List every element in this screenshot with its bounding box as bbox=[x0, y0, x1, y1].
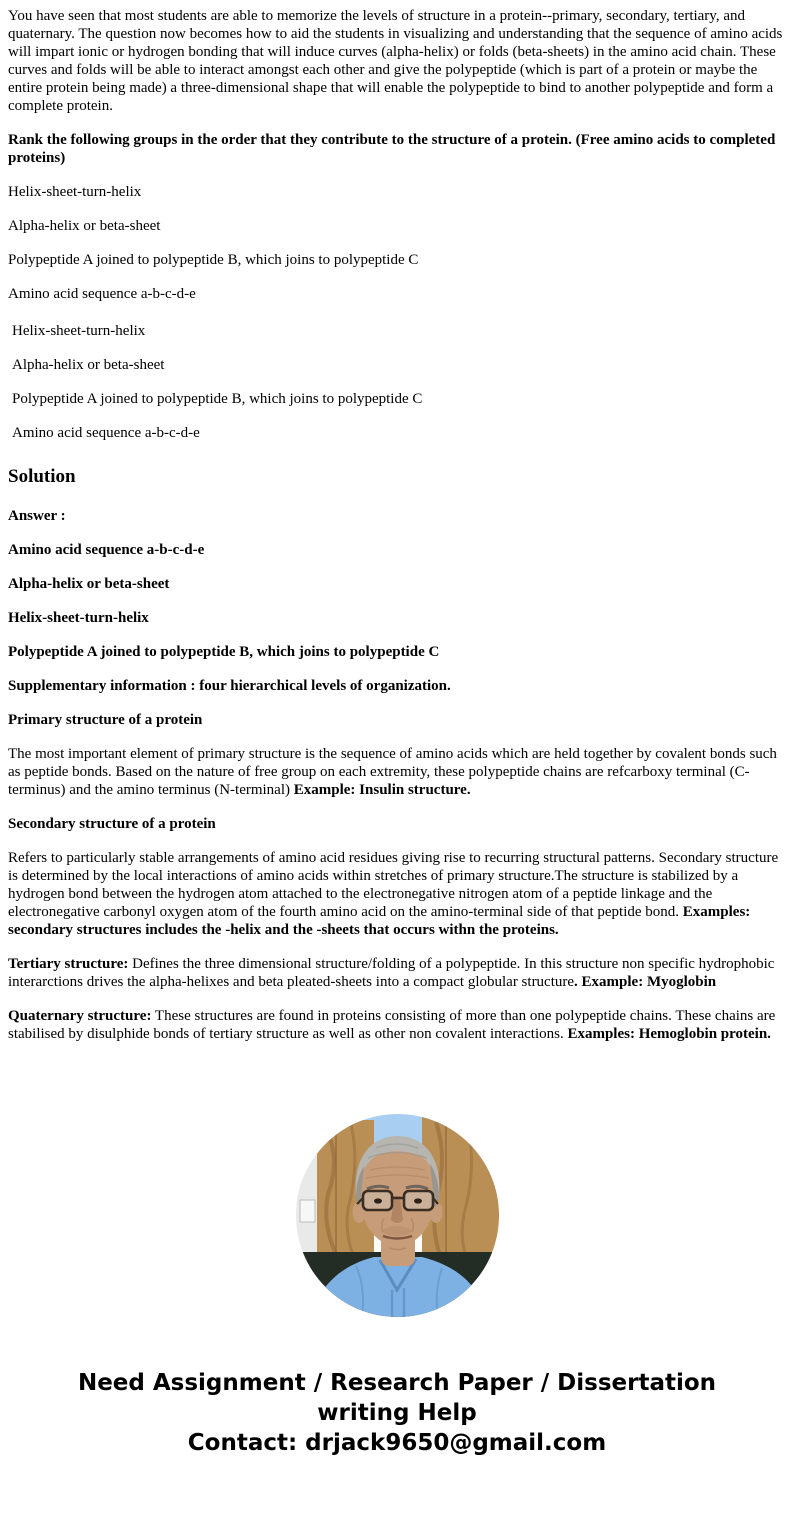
tutor-photo bbox=[296, 1114, 499, 1317]
footer-line-1: Need Assignment / Research Paper / Dissertation bbox=[77, 1369, 717, 1396]
intro-paragraph: You have seen that most students are able to memorize the levels of structure in a protein--primary, secondary, tertiary, and quaternary. The question now becomes how to aid the students in visualizing and understanding that the sequence of amino acids will impart ionic or hydrogen bonding that will induce curves (alpha-helix) or folds (beta-sheets) in the amino acid chain. These curves and folds will be able to interact amongst each other and give the polypeptide (which is part of a protein or maybe the entire protein being made) a three-dimensional shape that will enable the polypeptide to bind to another polypeptide and form a complete protein. bbox=[8, 8, 783, 114]
primary-structure-body: The most important element of primary structure is the sequence of amino acids which are held together by covalent bonds such as peptide bonds. Based on the nature of free group on each extremity, these polypeptide chains are refcarboxy terminal (C-terminus) and the amino terminus (N-terminal) bbox=[8, 745, 777, 798]
option-item-2: Alpha-helix or beta-sheet bbox=[8, 218, 161, 234]
option-repeat-1: Helix-sheet-turn-helix bbox=[12, 323, 146, 339]
answer-item-3: Helix-sheet-turn-helix bbox=[8, 609, 149, 626]
primary-structure-heading: Primary structure of a protein bbox=[8, 711, 203, 728]
answer-item-2: Alpha-helix or beta-sheet bbox=[8, 575, 170, 592]
option-repeat-2: Alpha-helix or beta-sheet bbox=[12, 357, 165, 373]
footer-contact-email: Contact: drjack9650@gmail.com bbox=[187, 1429, 607, 1456]
answer-item-4: Polypeptide A joined to polypeptide B, which joins to polypeptide C bbox=[8, 643, 440, 660]
tertiary-structure-body: Defines the three dimensional structure/folding of a polypeptide. In this structure non specific hydrophobic interarctions drives the alpha-helixes and beta pleated-sheets into a compact globular structure bbox=[8, 955, 775, 990]
secondary-structure-paragraph bbox=[8, 849, 786, 939]
footer-banner bbox=[8, 1368, 786, 1458]
photo-door-frame bbox=[296, 1114, 317, 1276]
secondary-structure-heading: Secondary structure of a protein bbox=[8, 815, 216, 832]
option-repeat-3: Polypeptide A joined to polypeptide B, which joins to polypeptide C bbox=[12, 391, 423, 407]
tutor-photo-container bbox=[8, 1114, 786, 1317]
quaternary-structure-example: Examples: Hemoglobin protein. bbox=[567, 1025, 771, 1042]
quaternary-structure-body: These structures are found in proteins consisting of more than one polypeptide chains. These chains are stabilised by disulphide bonds of tertiary structure as well as other non covalent interactions. bbox=[8, 1007, 776, 1042]
tertiary-structure-paragraph bbox=[8, 955, 786, 991]
quaternary-structure-paragraph bbox=[8, 1007, 786, 1043]
solution-heading: Solution bbox=[8, 466, 76, 487]
answer-item-1: Amino acid sequence a-b-c-d-e bbox=[8, 541, 205, 558]
document-page bbox=[0, 7, 794, 1458]
answer-label: Answer : bbox=[8, 507, 66, 524]
footer-line-2: writing Help bbox=[317, 1399, 477, 1426]
option-repeat-4: Amino acid sequence a-b-c-d-e bbox=[12, 425, 200, 441]
supplementary-note: Supplementary information : four hierarchical levels of organization. bbox=[8, 677, 451, 694]
tertiary-structure-example: . Example: Myoglobin bbox=[574, 973, 717, 990]
primary-structure-paragraph bbox=[8, 745, 786, 799]
quaternary-structure-label: Quaternary structure: bbox=[8, 1007, 152, 1024]
option-item-1: Helix-sheet-turn-helix bbox=[8, 184, 142, 200]
primary-structure-example: Example: Insulin structure. bbox=[293, 781, 471, 798]
secondary-structure-body: Refers to particularly stable arrangements of amino acid residues giving rise to recurring structural patterns. Secondary structure is determined by the local interactions of amino acids within stretches of primary structure.The structure is stabilized by a hydrogen bond between the hydrogen atom attached to the electronegative nitrogen atom of a peptide linkage and the electronegative carbonyl oxygen atom of the fourth amino acid on the amino-terminal side of that peptide bond. bbox=[8, 849, 779, 920]
question-prompt: Rank the following groups in the order that they contribute to the structure of a protein. (Free amino acids to completed proteins) bbox=[8, 132, 776, 166]
option-item-3: Polypeptide A joined to polypeptide B, which joins to polypeptide C bbox=[8, 252, 419, 268]
secondary-structure-example: Examples: secondary structures includes the -helix and the -sheets that occurs withn the proteins. bbox=[8, 903, 751, 938]
tertiary-structure-label: Tertiary structure: bbox=[8, 955, 129, 972]
option-item-4: Amino acid sequence a-b-c-d-e bbox=[8, 286, 196, 302]
